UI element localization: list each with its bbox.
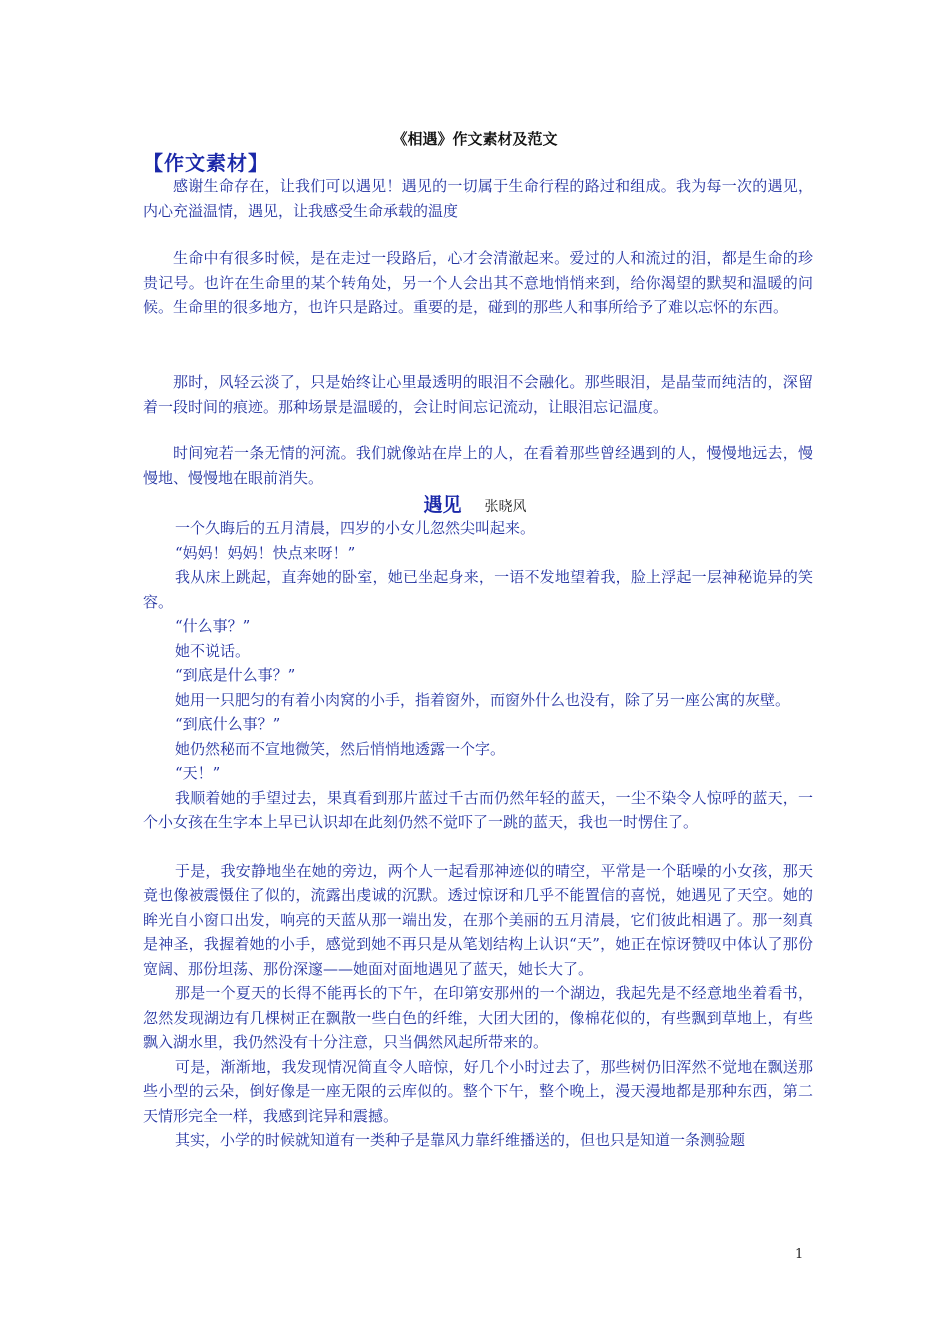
article-paragraph: 我顺着她的手望过去，果真看到那片蓝过千古而仍然年轻的蓝天，一尘不染令人惊呼的蓝天，一个小女孩在生字本上早已认识却在此刻仍然不觉吓了一跳的蓝天，我也一时愣住了。	[143, 788, 813, 831]
document-title: 《相遇》作文素材及范文	[392, 130, 558, 148]
paragraph: 生命中有很多时候，是在走过一段路后，心才会清澈起来。爱过的人和流过的泪，都是生命的珍贵记号。也许在生命里的某个转角处，另一个人会出其不意地悄悄来到，给你渴望的默契和温暖的问候。生命里的很多地方，也许只是路过。重要的是，碰到的那些人和事所给予了难以忘怀的东西。	[143, 249, 813, 316]
material-paragraph-2	[143, 246, 813, 320]
article-paragraph: 于是，我安静地坐在她的旁边，两个人一起看那神迹似的晴空，平常是一个聒噪的小女孩，那天竟也像被震慑住了似的，流露出虔诚的沉默。透过惊讶和几乎不能置信的喜悦，她遇见了天空。她的眸光自小窗口出发，响亮的天蓝从那一端出发，在那个美丽的五月清晨，它们彼此相遇了。那一刻真是神圣，我握着她的小手，感觉到她不再只是从笔划结构上认识“天”，她正在惊讶赞叹中体认了那份宽阔、那份坦荡、那份深邃——她面对面地遇见了蓝天，她长大了。	[143, 861, 813, 978]
article-paragraph: 一个久晦后的五月清晨，四岁的小女儿忽然尖叫起来。	[175, 519, 536, 537]
article-paragraph: 她仍然秘而不宣地微笑，然后悄悄地透露一个字。	[175, 739, 506, 758]
article-paragraph: 可是，渐渐地，我发现情况简直令人暗惊，好几个小时过去了，那些树仍旧浑然不觉地在飘送那些小型的云朵，倒好像是一座无限的云库似的。整个下午，整个晚上，漫天漫地都是那种东西，第二天情形完全一样，我感到诧异和震撼。	[143, 1057, 813, 1125]
material-paragraph-4	[143, 441, 813, 490]
article-paragraph: “到底什么事？”	[175, 715, 281, 733]
article-heading	[0, 490, 950, 517]
paragraph: 那时，风轻云淡了，只是始终让心里最透明的眼泪不会融化。那些眼泪，是晶莹而纯洁的，深留着一段时间的痕迹。那种场景是温暖的，会让时间忘记流动，让眼泪忘记温度。	[143, 373, 813, 416]
article-title: 遇见	[423, 494, 462, 516]
article-paragraph: “天！”	[175, 764, 221, 782]
paragraph: 时间宛若一条无情的河流。我们就像站在岸上的人，在看着那些曾经遇到的人，慢慢地远去，慢慢地、慢慢地在眼前消失。	[143, 444, 813, 487]
page-number: 1	[795, 1247, 804, 1262]
material-paragraph-1	[143, 174, 813, 223]
article-paragraph: 其实，小学的时候就知道有一类种子是靠风力靠纤维播送的，但也只是知道一条测验题	[175, 1131, 746, 1149]
article-paragraph: “妈妈！妈妈！快点来呀！”	[175, 543, 356, 562]
article-paragraph: 她不说话。	[175, 641, 251, 660]
article-paragraph: 我从床上跳起，直奔她的卧室，她已坐起身来，一语不发地望着我，脸上浮起一层神秘诡异的笑容。	[143, 568, 813, 611]
article-paragraph: 她用一只肥匀的有着小肉窝的小手，指着窗外，而窗外什么也没有，除了另一座公寓的灰壁。	[175, 690, 791, 709]
article-paragraph: “什么事？”	[175, 617, 251, 635]
article-paragraph: 那是一个夏天的长得不能再长的下午，在印第安那州的一个湖边，我起先是不经意地坐着看书，忽然发现湖边有几棵树正在飘散一些白色的纤维，大团大团的，像棉花似的，有些飘到草地上，有些飘入湖水里，我仍然没有十分注意，只当偶然风起所带来的。	[143, 984, 813, 1051]
article-author: 张晓风	[484, 499, 527, 515]
material-paragraph-3	[143, 370, 813, 419]
article-body	[143, 516, 813, 1153]
section-title: 【作文素材】	[143, 151, 269, 175]
article-paragraph: “到底是什么事？”	[175, 666, 296, 684]
paragraph: 感谢生命存在，让我们可以遇见！遇见的一切属于生命行程的路过和组成。我为每一次的遇见，内心充溢温情，遇见，让我感受生命承载的温度	[143, 177, 813, 220]
